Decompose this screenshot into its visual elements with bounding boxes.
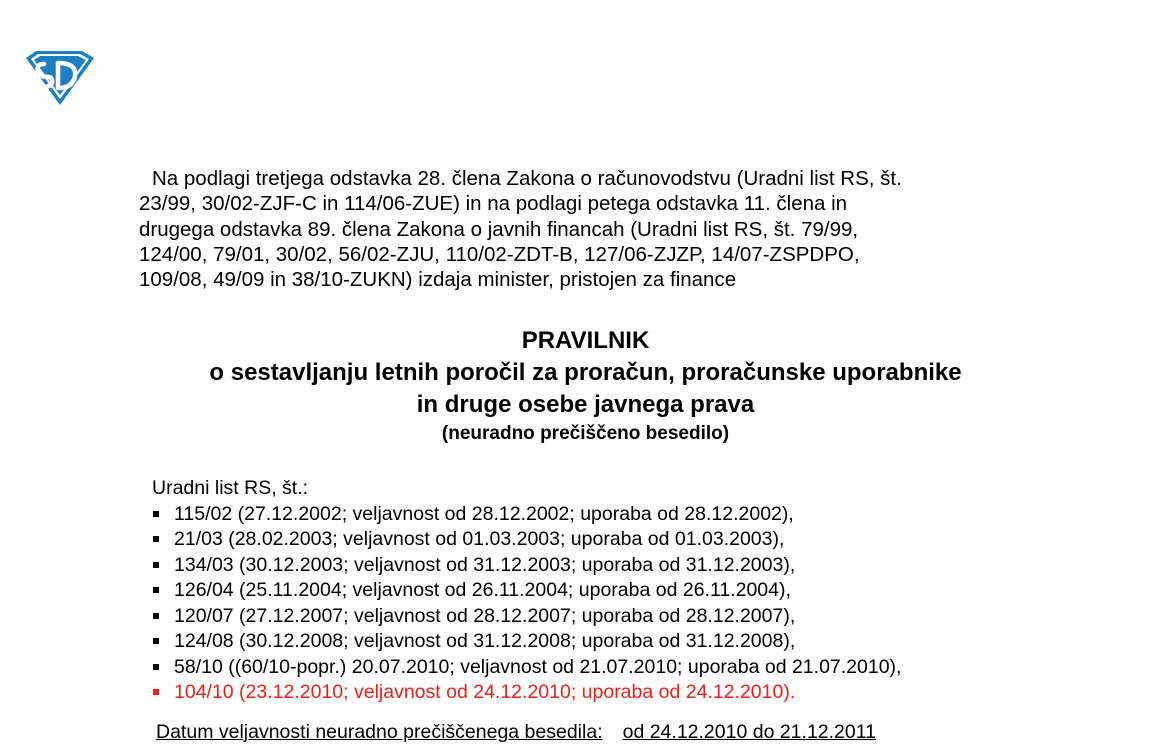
preamble-line: 124/00, 79/01, 30/02, 56/02-ZJU, 110/02-ZDT-B, 127/06-ZJZP, 14/07-ZSPDPO,: [139, 242, 860, 266]
gazette-entry: 21/03 (28.02.2003; veljavnost od 01.03.2003; uporaba od 01.03.2003),: [152, 527, 1052, 553]
preamble-line: Na podlagi tretjega odstavka 28. člena Zakona o računovodstvu (Uradni list RS, št.: [152, 167, 902, 190]
gazette-entry: 126/04 (25.11.2004; veljavnost od 26.11.2004; uporaba od 26.11.2004),: [152, 578, 1052, 604]
preamble-paragraph: [139, 166, 1019, 292]
gazette-entry: 115/02 (27.12.2002; veljavnost od 28.12.2002; uporaba od 28.12.2002),: [152, 502, 1052, 528]
bullet-icon: [153, 689, 159, 695]
bullet-icon: [153, 536, 159, 542]
gazette-entry-latest: 104/10 (23.12.2010; veljavnost od 24.12.2010; uporaba od 24.12.2010).: [152, 680, 1052, 706]
preamble-line: 23/99, 30/02-ZJF-C in 114/06-ZUE) in na podlagi petega odstavka 11. člena in: [139, 192, 848, 216]
bullet-icon: [153, 638, 159, 644]
gazette-label: Uradni list RS, št.:: [152, 477, 309, 499]
validity-line: [156, 719, 876, 745]
bullet-icon: [153, 562, 159, 568]
bullet-icon: [153, 511, 159, 517]
preamble-line: 109/08, 49/09 in 38/10-ZUKN) izdaja minister, pristojen za finance: [139, 268, 737, 292]
title-note: (neuradno prečiščeno besedilo): [441, 423, 730, 444]
gazette-list: [152, 476, 1052, 706]
gazette-entry: 120/07 (27.12.2007; veljavnost od 28.12.2007; uporaba od 28.12.2007),: [152, 604, 1052, 630]
document-title: [0, 325, 1157, 447]
bullet-icon: [153, 613, 159, 619]
validity-value: od 24.12.2010 do 21.12.2011: [622, 721, 876, 743]
title-subtitle-line2: in druge osebe javnega prava: [416, 391, 755, 418]
gazette-entry: 124/08 (30.12.2008; veljavnost od 31.12.2008; uporaba od 31.12.2008),: [152, 629, 1052, 655]
bullet-icon: [153, 587, 159, 593]
bullet-icon: [153, 664, 159, 670]
validity-label: Datum veljavnosti neuradno prečiščenega besedila:: [156, 721, 603, 743]
preamble-line: drugega odstavka 89. člena Zakona o javnih financah (Uradni list RS, št. 79/99,: [139, 217, 859, 241]
gazette-entry: 58/10 ((60/10-popr.) 20.07.2010; veljavnost od 21.07.2010; uporaba od 21.07.2010),: [152, 655, 1052, 681]
title-subtitle-line1: o sestavljanju letnih poročil za proračun, proračunske uporabnike: [209, 359, 962, 386]
gazette-entry: 134/03 (30.12.2003; veljavnost od 31.12.2003; uporaba od 31.12.2003),: [152, 553, 1052, 579]
title-heading: PRAVILNIK: [521, 327, 650, 354]
logo-emblem: [22, 50, 96, 106]
